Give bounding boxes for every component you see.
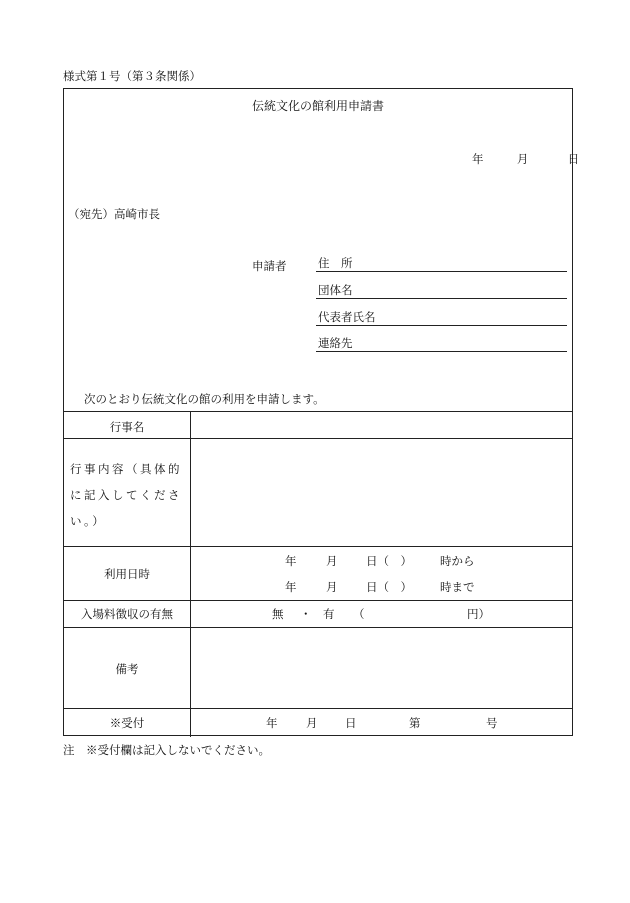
addressee: （宛先）高崎市長 — [68, 207, 160, 221]
footnote: 注 ※受付欄は記入しないでください。 — [63, 743, 270, 757]
usage-start-day: 日（ ） — [366, 554, 412, 568]
group-field[interactable] — [316, 282, 567, 299]
event-name-label: 行事名 — [109, 420, 145, 434]
usage-end-day: 日（ ） — [366, 580, 412, 594]
reception-year: 年 — [266, 716, 278, 730]
fee-none[interactable]: 無 — [272, 607, 284, 621]
group-label: 団体名 — [318, 283, 353, 297]
application-form — [63, 88, 580, 736]
applicant-label: 申請者 — [252, 259, 287, 273]
row-divider — [64, 708, 572, 709]
address-label: 住 所 — [318, 256, 353, 270]
reception-month: 月 — [306, 716, 318, 730]
representative-field[interactable] — [316, 309, 567, 326]
reception-number-suffix: 号 — [486, 716, 498, 730]
usage-from: 時から — [440, 554, 475, 568]
usage-datetime-label: 利用日時 — [104, 567, 150, 581]
contact-label: 連絡先 — [318, 336, 353, 350]
form-title: 伝統文化の館利用申請書 — [251, 99, 384, 113]
remarks-input[interactable] — [191, 628, 573, 708]
address-field[interactable] — [316, 255, 567, 272]
fee-yes[interactable]: 有 — [323, 607, 335, 621]
event-content-input[interactable] — [191, 439, 573, 546]
usage-to: 時まで — [440, 580, 475, 594]
fee-yen: 円） — [467, 607, 490, 621]
remarks-label: 備考 — [115, 662, 139, 676]
reception-number-prefix: 第 — [409, 716, 421, 730]
usage-start-month: 月 — [326, 554, 338, 568]
application-date — [472, 151, 579, 167]
usage-end-year: 年 — [285, 580, 297, 594]
form-number: 様式第１号（第３条関係） — [63, 69, 201, 83]
date-day: 日 — [567, 152, 580, 166]
reception-label: ※受付 — [109, 716, 145, 730]
usage-start-year: 年 — [285, 554, 297, 568]
reception-day: 日 — [345, 716, 357, 730]
row-divider — [64, 600, 572, 601]
fee-open-paren: （ — [353, 607, 365, 621]
intro-text: 次のとおり伝統文化の館の利用を申請します。 — [84, 392, 325, 406]
row-divider — [64, 546, 572, 547]
contact-field[interactable] — [316, 335, 567, 352]
representative-label: 代表者氏名 — [318, 310, 376, 324]
event-content-label: 行事内容（具体的に記入してください。） — [70, 462, 182, 528]
date-month: 月 — [516, 152, 529, 166]
date-year: 年 — [472, 152, 484, 166]
fee-label: 入場料徴収の有無 — [81, 607, 173, 621]
fee-separator: ・ — [300, 607, 312, 621]
event-name-input[interactable] — [191, 412, 573, 438]
usage-end-month: 月 — [326, 580, 338, 594]
